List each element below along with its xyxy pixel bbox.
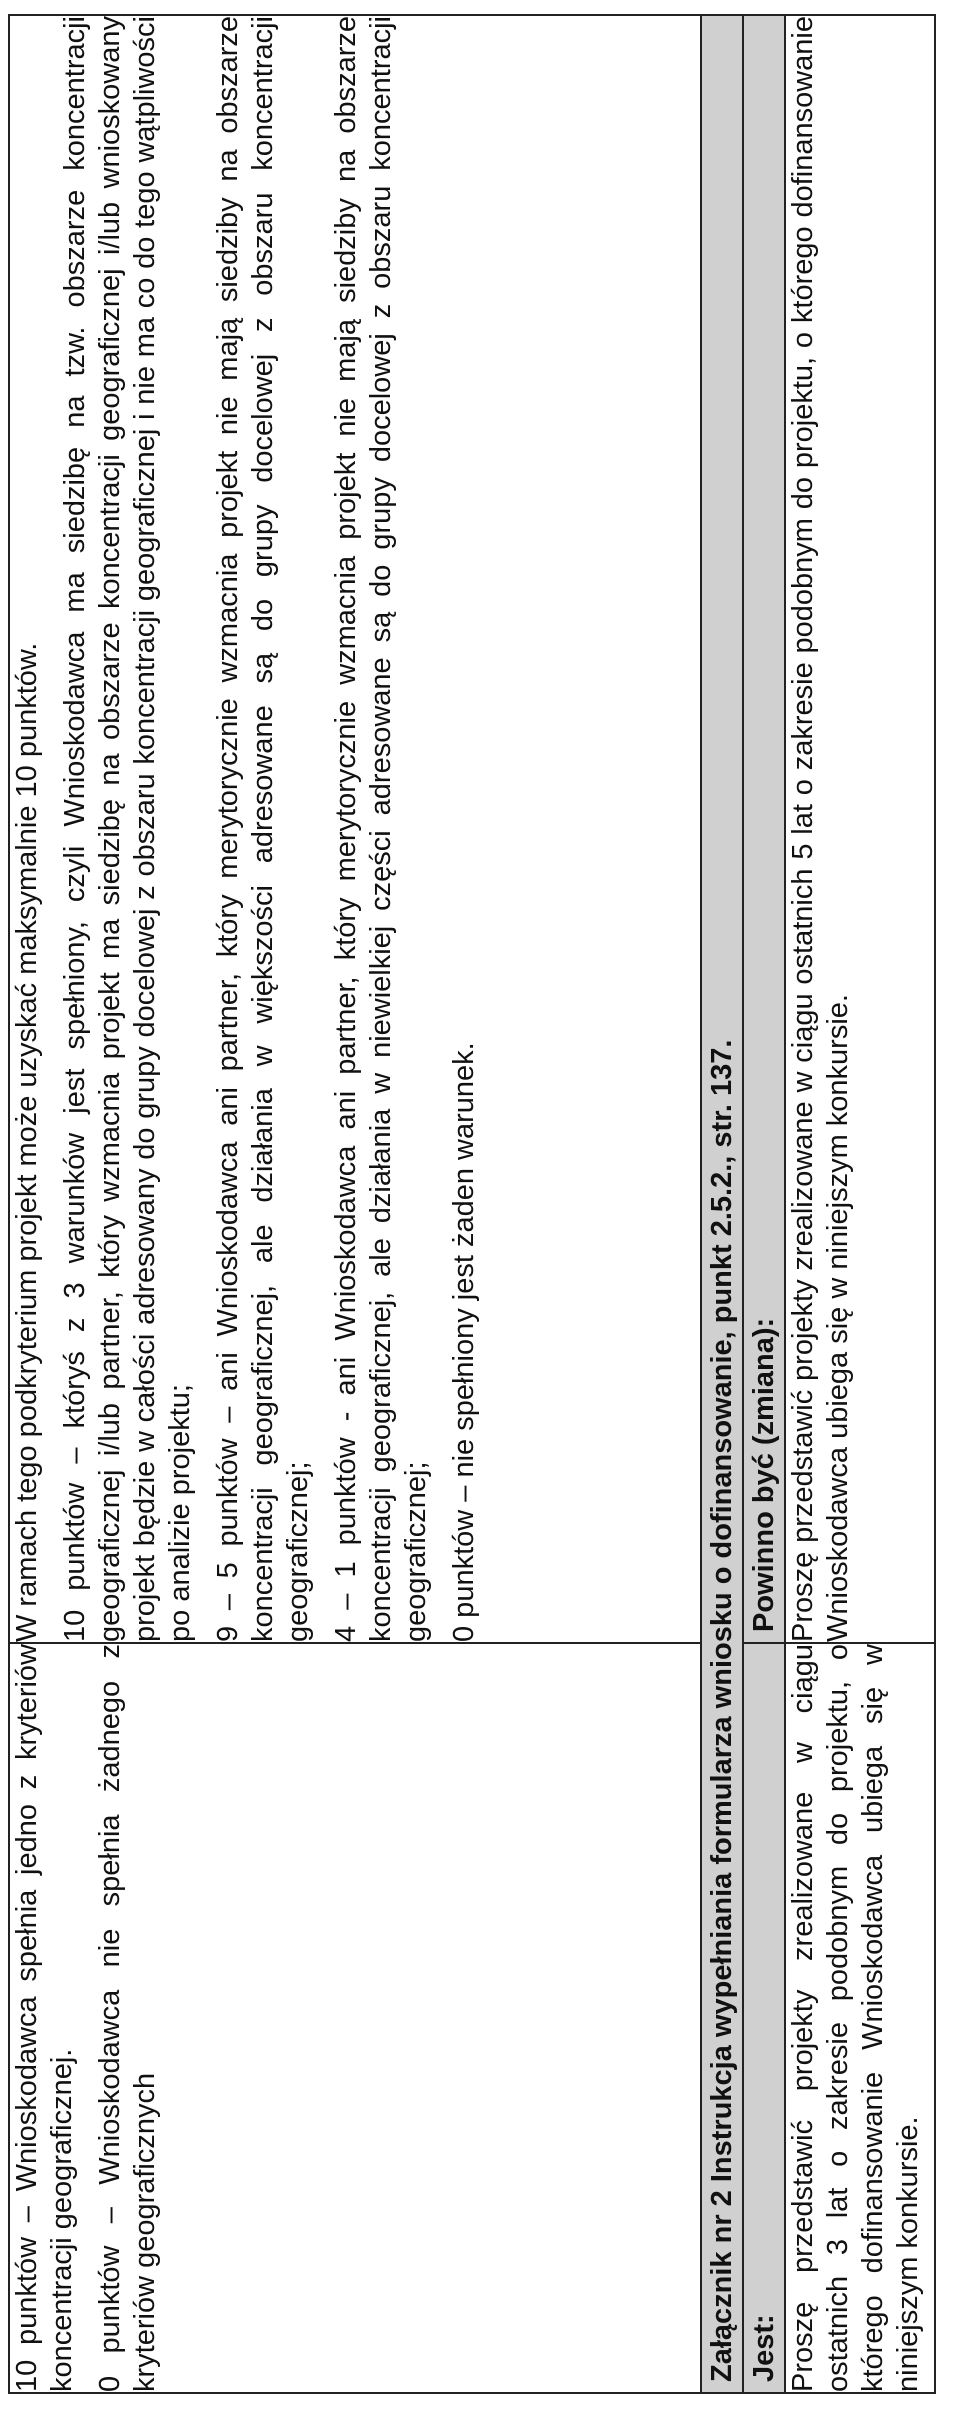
current-scoring-cell	[9, 1643, 701, 2393]
paragraph: W ramach tego podkryterium projekt może uzyskać maksymalnie 10 punktów.	[11, 642, 43, 1642]
paragraph: 9 – 5 punktów – ani Wnioskodawca ani partner, który merytorycznie wzmacnia projekt nie mają siedziby na obszarze koncentracji geograficznej, ale działania w większości adresowane są do grupy docelowej z obszaru koncentracji geograficznej;	[212, 16, 314, 1642]
paragraph: Proszę przedstawić projekty zrealizowane w ciągu ostatnich 3 lat o zakresie podobnym do projektu, o którego dofinansowanie Wnioskodawca ubiega się w niniejszym konkursie.	[787, 1644, 924, 2392]
paragraph: 10 punktów – któryś z 3 warunków jest spełniony, czyli Wnioskodawca ma siedzibę na tzw. obszarze koncentracji geograficznej i/lub partner, który wzmacnia projekt ma siedzibę na obszarze koncentracji geograficznej i/lub wnioskowany projekt będzie w całości adresowany do grupy docelowej z obszaru koncentracji geograficznej i nie ma co do tego wątpliwości po analizie projektu;	[59, 16, 196, 1642]
proposed-scoring-cell	[9, 15, 701, 1643]
section-title: Załącznik nr 2 Instrukcja wypełniania formularza wniosku o dofinansowanie, punkt 2.5.2., str. 137.	[701, 15, 743, 2393]
paragraph: Proszę przedstawić projekty zrealizowane w ciągu ostatnich 5 lat o zakresie podobnym do projektu, o którego dofinansowanie Wnioskodawca ubiega się w niniejszym konkursie.	[787, 16, 854, 1642]
amendment-table	[8, 14, 936, 2394]
paragraph: 0 punktów – Wnioskodawca nie spełnia żadnego z kryteriów geograficznych	[94, 1644, 161, 2392]
paragraph: 10 punktów – Wnioskodawca spełnia jedno z kryteriów koncentracji geograficznej.	[11, 1644, 78, 2392]
paragraph: 4 – 1 punktów - ani Wnioskodawca ani partner, który merytorycznie wzmacnia projekt nie mają siedziby na obszarze koncentracji geograficznej, ale działania w niewielkiej części adresowane są do grupy docelowej z obszaru koncentracji geograficznej;	[330, 16, 432, 1642]
projects-row	[785, 15, 935, 2393]
proposed-header: Powinno być (zmiana):	[743, 15, 785, 1643]
current-header: Jest:	[743, 1643, 785, 2393]
paragraph: 0 punktów – nie spełniony jest żaden warunek.	[448, 1042, 480, 1642]
column-headers-row	[743, 15, 785, 2393]
section-header-row	[701, 15, 743, 2393]
scoring-row	[9, 15, 701, 2393]
proposed-text-cell	[785, 15, 935, 1643]
current-text-cell	[785, 1643, 935, 2393]
